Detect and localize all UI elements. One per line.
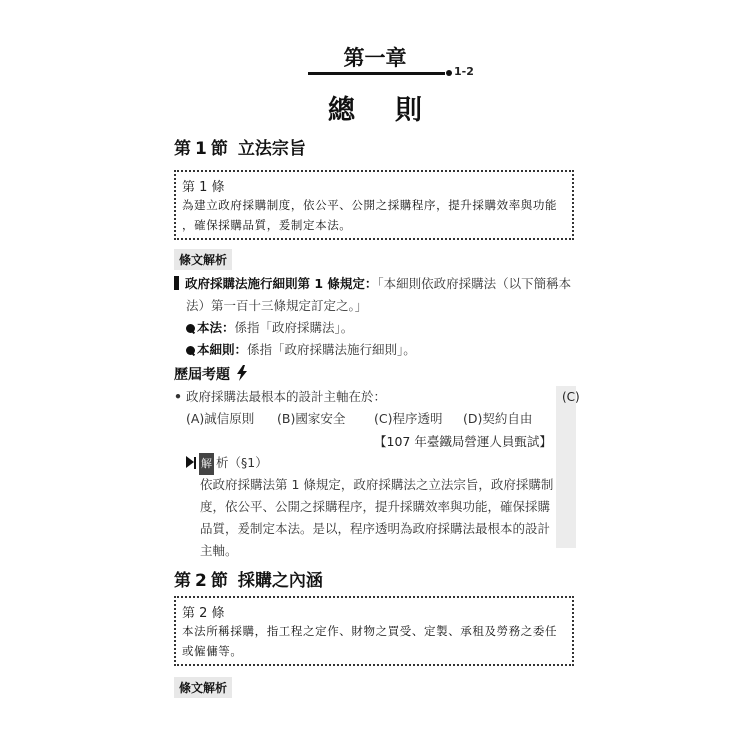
exam-analysis-line-3: 品質，爰制定本法。是以，程序透明為政府採購法最根本的設計 (200, 521, 551, 536)
option-b: (B)國家安全 (277, 411, 346, 426)
exam-analysis-line-4: 主軸。 (200, 543, 238, 558)
answer-mark: (C) (562, 390, 580, 404)
analysis-1-rule: 政府採購法施行細則第 1 條規定：「本細則依政府採購法（以下簡稱本 (174, 273, 579, 295)
option-a: (A)誠信原則 (186, 411, 255, 426)
definition-1: 本法：係指「政府採購法」。 (186, 317, 353, 339)
definition-2: 本細則：係指「政府採購法施行細則」。 (186, 339, 416, 361)
article-1-label: 第 1 條 (182, 180, 225, 195)
bar-marker-icon (174, 276, 179, 290)
bullet-dot-icon (446, 70, 452, 76)
exam-analysis-line-2: 度，依公平、公開之採購程序，提升採購效率與功能，確保採購 (200, 499, 551, 514)
option-c: (C)程序透明 (374, 411, 443, 426)
exam-question: • 政府採購法最根本的設計主軸在於： (174, 389, 387, 404)
article-2-line-2: 或僱傭等。 (182, 644, 243, 658)
magnifier-icon (186, 324, 195, 333)
article-1-box (174, 170, 574, 240)
exam-analysis-label: 解 析（§1） (186, 452, 268, 475)
article-2-line-1: 本法所稱採購，指工程之定作、財物之買受、定製、承租及勞務之委任 (182, 624, 558, 638)
analysis-tag-2: 條文解析 (174, 677, 232, 698)
past-exams-heading: 歷屆考題 (174, 364, 249, 384)
option-d: (D)契約自由 (463, 411, 533, 426)
chapter-rule (308, 72, 445, 75)
exam-analysis-line-1: 依政府採購法第 1 條規定，政府採購法之立法宗旨，政府採購制 (200, 477, 554, 492)
exam-source: 【107 年臺鐵局營運人員甄試】 (374, 434, 552, 449)
play-arrow-icon (186, 456, 194, 468)
section-2-heading: 第 2 節 採購之內涵 (174, 571, 323, 591)
article-2-label: 第 2 條 (182, 606, 225, 621)
section-1-heading: 第 1 節 立法宗旨 (174, 139, 306, 159)
article-1-line-2: ，確保採購品質，爰制定本法。 (182, 218, 352, 232)
chapter-name: 總則 (328, 95, 462, 126)
article-1-line-1: 為建立政府採購制度，依公平、公開之採購程序，提升採購效率與功能 (182, 198, 558, 212)
answer-sidebar (556, 386, 576, 548)
article-2-box (174, 596, 574, 666)
page-number: 1-2 (454, 65, 474, 78)
lightning-icon (235, 365, 249, 381)
magnifier-icon (186, 346, 195, 355)
chapter-title: 第一章 (343, 46, 407, 70)
analysis-tag-1: 條文解析 (174, 249, 232, 270)
analysis-1-quote-line-2: 法）第一百十三條規定訂定之。」 (186, 298, 368, 313)
